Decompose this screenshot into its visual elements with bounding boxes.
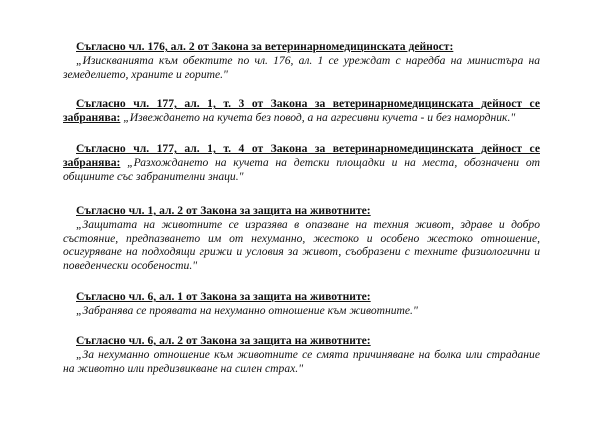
law-section — [63, 334, 540, 375]
section-heading: Съгласно чл. 177, ал. 1, т. 3 от Закона за ветеринарномедицинската дейност се забранява: — [63, 97, 540, 124]
section-paragraph — [63, 40, 540, 81]
law-section — [63, 142, 540, 183]
law-section — [63, 204, 540, 273]
section-heading: Съгласно чл. 6, ал. 1 от Закона за защита на животните: — [76, 290, 371, 303]
section-quote: „Извеждането на кучета без повод, а на агресивни кучета - и без намордник." — [123, 110, 516, 124]
law-section — [63, 97, 540, 125]
law-section — [63, 290, 418, 318]
section-quote: „Забранява се проявата на нехуманно отношение към животните." — [76, 303, 418, 317]
section-paragraph — [63, 204, 540, 273]
section-paragraph — [63, 142, 540, 183]
law-section — [63, 40, 540, 81]
section-quote: „За нехуманно отношение към животните се смята причиняване на болка или страдание на животно или предизвикване на силен страх." — [63, 347, 540, 375]
section-quote: „Разхождането на кучета на детски площадки и на места, обозначени от общините със забранителни знаци." — [63, 155, 540, 183]
section-heading: Съгласно чл. 6, ал. 2 от Закона за защита на животните: — [76, 334, 371, 347]
section-quote: „Защитата на животните се изразява в опазване на техния живот, здраве и добро състояние, предпазването им от нехуманно, жестоко и особено жестоко отношение, осигуряване на подходящи грижи и условия за живот, съобразени с техните физиологични и поведенчески особености." — [63, 217, 540, 273]
section-paragraph — [63, 290, 418, 318]
section-paragraph — [63, 334, 540, 375]
section-paragraph — [63, 97, 540, 125]
section-quote: „Изискванията към обектите по чл. 176, ал. 1 се уреждат с наредба на министъра на земеделието, храните и горите." — [63, 53, 540, 81]
section-heading: Съгласно чл. 1, ал. 2 от Закона за защита на животните: — [76, 204, 371, 217]
section-heading: Съгласно чл. 176, ал. 2 от Закона за ветеринарномедицинската дейност: — [76, 40, 454, 53]
section-heading: Съгласно чл. 177, ал. 1, т. 4 от Закона за ветеринарномедицинската дейност се забранява: — [63, 142, 540, 169]
